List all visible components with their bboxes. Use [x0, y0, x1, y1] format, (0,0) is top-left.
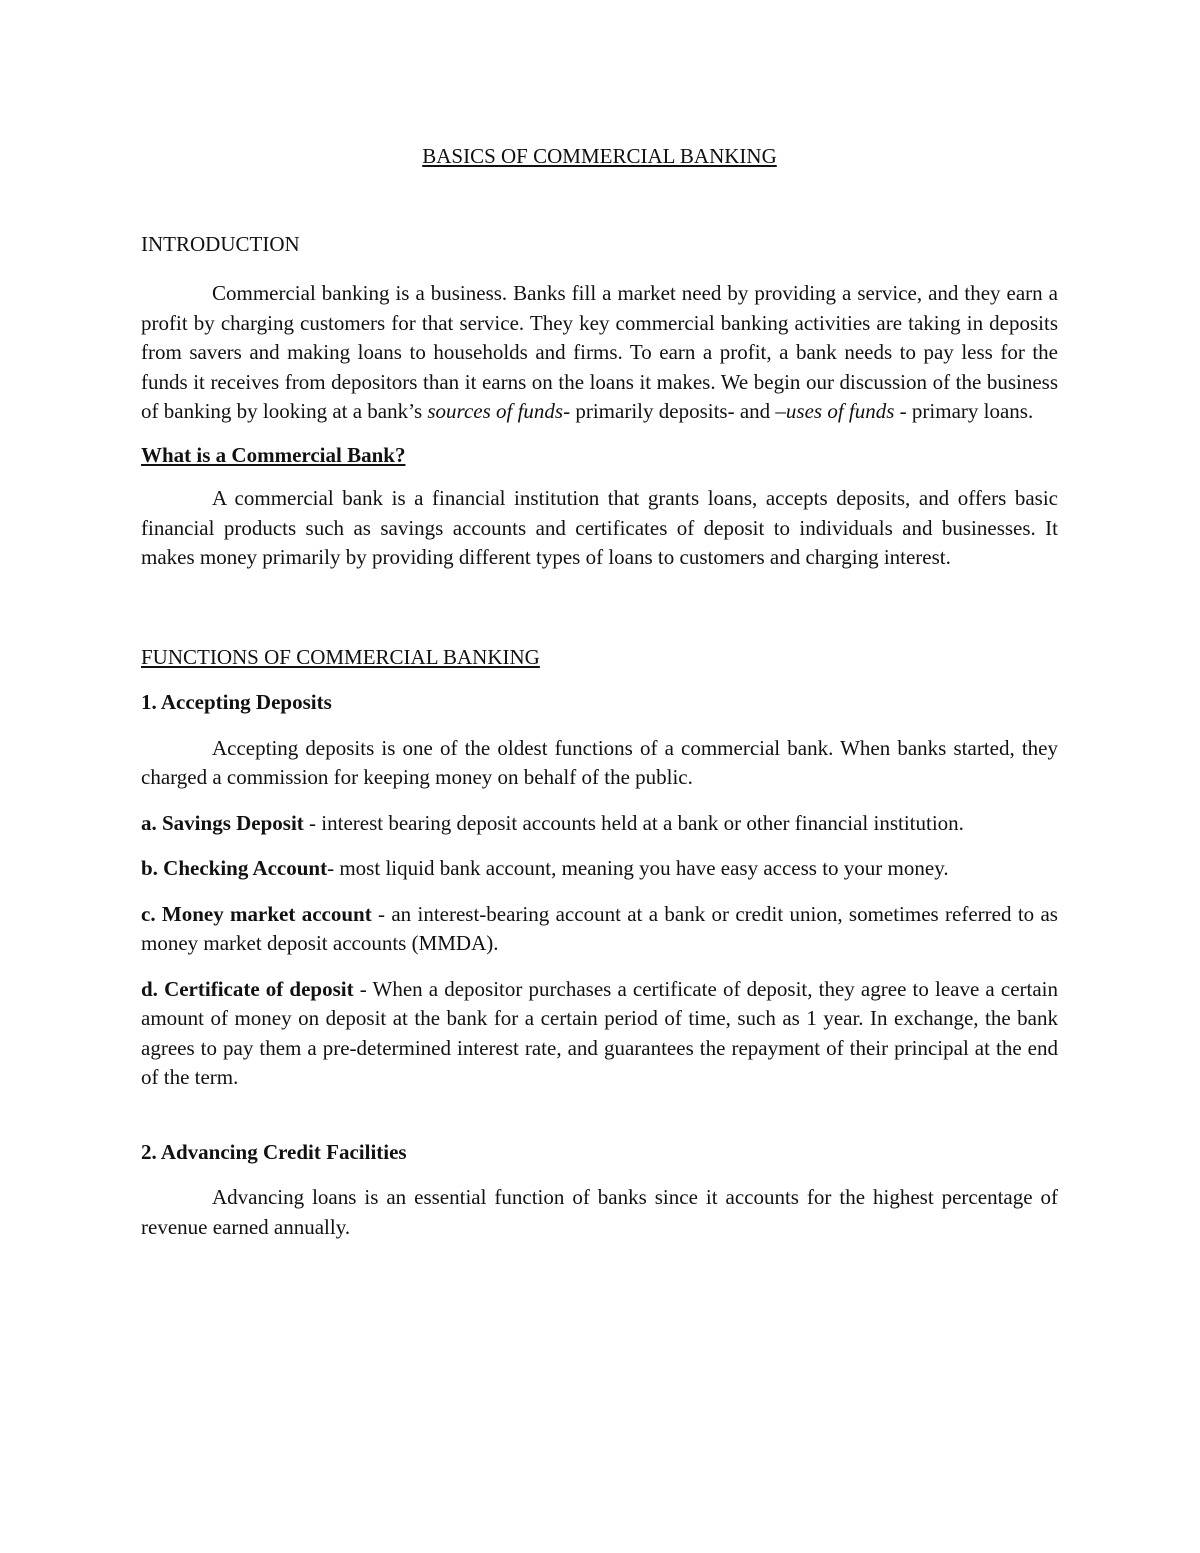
sources-of-funds-term: sources of funds [427, 399, 564, 423]
introduction-text-2: - primarily deposits- and – [563, 399, 786, 423]
certificate-of-deposit-item [141, 975, 1058, 1093]
what-is-commercial-bank-heading: What is a Commercial Bank? [141, 442, 406, 467]
document-body [141, 142, 1058, 1242]
document-title: BASICS OF COMMERCIAL BANKING [422, 144, 777, 168]
introduction-heading: INTRODUCTION [141, 231, 300, 256]
advancing-credit-paragraph: Advancing loans is an essential function of banks since it accounts for the highest percentage of revenue earned annually. [141, 1185, 1058, 1239]
checking-account-description: - most liquid bank account, meaning you have easy access to your money. [327, 856, 949, 880]
introduction-text-1: Commercial banking is a business. Banks fill a market need by providing a service, and they earn a profit by charging customers for that service. They key commercial banking activities are taking in deposits from savers and making loans to households and firms. To earn a profit, a bank needs to pay less for the funds it receives from depositors than it earns on the loans it makes. We begin our discussion of the business of banking by looking at a bank’s [141, 281, 1058, 423]
what-is-commercial-bank-paragraph: A commercial bank is a financial institution that grants loans, accepts deposits, and offers basic financial products such as savings accounts and certificates of deposit to individuals and businesses. It makes money primarily by providing different types of loans to customers and charging interest. [141, 486, 1058, 569]
accepting-deposits-heading: 1. Accepting Deposits [141, 690, 332, 714]
checking-account-item [141, 854, 1058, 884]
money-market-account-item [141, 900, 1058, 959]
introduction-paragraph [141, 279, 1058, 427]
certificate-of-deposit-term: d. Certificate of deposit [141, 976, 354, 1001]
certificate-of-deposit-description: - When a depositor purchases a certificate of deposit, they agree to leave a certain amount of money on deposit at the bank for a certain period of time, such as 1 year. In exchange, the bank agrees to pay them a pre-determined interest rate, and guarantees the repayment of their principal at the end of the term. [141, 976, 1059, 1089]
money-market-account-term: c. Money market account [141, 901, 372, 926]
functions-heading: FUNCTIONS OF COMMERCIAL BANKING [141, 644, 540, 669]
accepting-deposits-paragraph: Accepting deposits is one of the oldest functions of a commercial bank. When banks started, they charged a commission for keeping money on behalf of the public. [141, 735, 1058, 789]
savings-deposit-description: - interest bearing deposit accounts held at a bank or other financial institution. [303, 810, 964, 835]
savings-deposit-item [141, 809, 1058, 839]
savings-deposit-term: a. Savings Deposit [141, 810, 304, 835]
uses-of-funds-term: uses of funds [785, 399, 895, 423]
money-market-account-description: - an interest-bearing account at a bank or credit union, sometimes referred to as money market deposit accounts (MMDA). [141, 901, 1058, 955]
checking-account-term: b. Checking Account [141, 856, 328, 880]
advancing-credit-heading: 2. Advancing Credit Facilities [141, 1139, 407, 1164]
introduction-text-3: - primary loans. [894, 399, 1034, 423]
